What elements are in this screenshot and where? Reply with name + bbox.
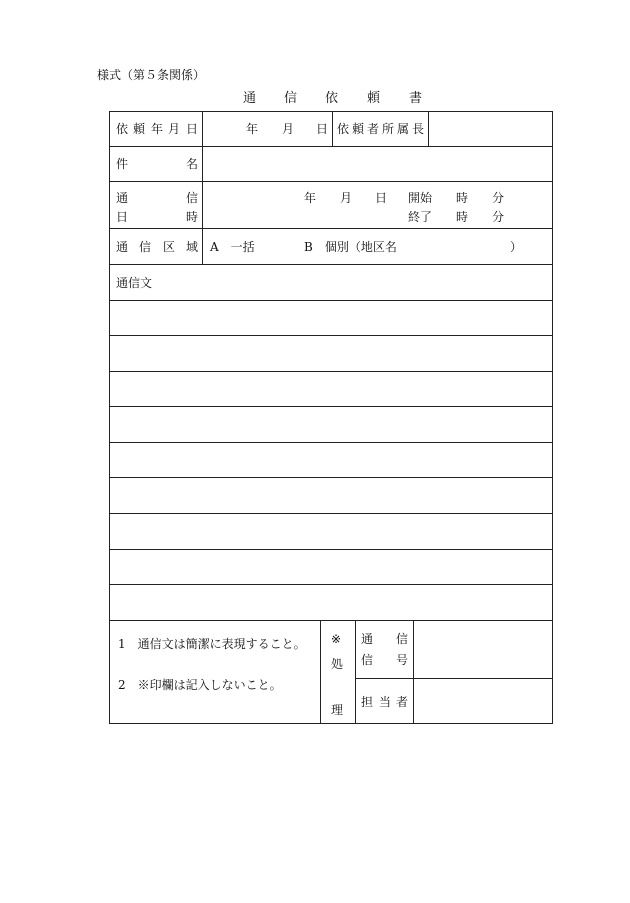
area-label-char: 区 — [163, 240, 176, 254]
row-divider — [110, 549, 552, 550]
requester-label-char: 者 — [367, 122, 380, 136]
end-hour-unit: 時 — [456, 210, 469, 224]
comm-datetime-label-char: 通 — [116, 191, 129, 205]
subject-label-char: 件 — [116, 157, 129, 171]
request-date-day-unit: 日 — [316, 122, 329, 136]
comm-number-label-char: 号 — [396, 653, 409, 667]
cell-divider — [332, 112, 333, 146]
cell-divider — [428, 112, 429, 146]
title-char: 頼 — [367, 91, 381, 106]
note-item: 1 通信文は簡潔に表現すること。 — [118, 637, 306, 651]
requester-label-char: 属 — [397, 122, 410, 136]
title-char: 通 — [243, 91, 257, 106]
processing-column-divider — [413, 620, 414, 723]
comm-date-month-unit: 月 — [340, 191, 353, 205]
row-divider — [110, 335, 552, 336]
requester-label-char: 頼 — [352, 122, 365, 136]
area-option-individual: B 個別（地区名 — [304, 240, 397, 254]
message-label: 通信文 — [116, 276, 153, 290]
request-date-year-unit: 年 — [246, 122, 259, 136]
row-divider — [110, 620, 552, 621]
row-divider — [110, 406, 552, 407]
row-divider — [110, 371, 552, 372]
row-divider — [110, 300, 552, 301]
start-minute-unit: 分 — [492, 191, 505, 205]
subject-label-char: 名 — [186, 157, 199, 171]
comm-number-label-char: 信 — [396, 632, 409, 646]
person-in-charge-label-char: 当 — [379, 695, 392, 709]
row-divider — [110, 584, 552, 585]
end-minute-unit: 分 — [492, 210, 505, 224]
area-label-char: 通 — [116, 240, 129, 254]
processing-label-char: 理 — [331, 703, 344, 717]
comm-number-label-char: 信 — [361, 653, 374, 667]
comm-datetime-label-char: 時 — [186, 210, 199, 224]
comm-number-label-char: 通 — [361, 632, 374, 646]
title-char: 書 — [409, 91, 423, 106]
start-time-label: 開始 — [408, 191, 433, 205]
row-divider — [110, 228, 552, 229]
request-date-month-unit: 月 — [282, 122, 295, 136]
processing-column-divider — [320, 620, 321, 723]
area-close-paren: ） — [510, 240, 523, 254]
comm-date-day-unit: 日 — [375, 191, 388, 205]
form-style-label: 様式（第５条関係） — [97, 68, 206, 82]
request-date-label-char: 月 — [168, 122, 181, 136]
area-option-bulk: A 一括 — [210, 240, 255, 254]
person-in-charge-label-char: 担 — [361, 695, 374, 709]
row-divider — [110, 146, 552, 147]
requester-label-char: 長 — [412, 122, 425, 136]
requester-label-char: 所 — [382, 122, 395, 136]
requester-label-char: 依 — [337, 122, 350, 136]
row-divider — [110, 264, 552, 265]
person-in-charge-label-char: 者 — [396, 695, 409, 709]
comm-datetime-label-char: 信 — [186, 191, 199, 205]
processing-label-char: 処 — [331, 657, 344, 671]
comm-date-year-unit: 年 — [304, 191, 317, 205]
title-char: 信 — [284, 91, 298, 106]
label-column-divider — [202, 112, 203, 264]
row-divider — [110, 513, 552, 514]
area-label-char: 信 — [139, 240, 152, 254]
request-date-label-char: 頼 — [133, 122, 146, 136]
row-divider — [110, 442, 552, 443]
request-date-label-char: 依 — [116, 122, 129, 136]
processing-mark: ※ — [331, 632, 342, 646]
end-time-label: 終了 — [408, 210, 433, 224]
processing-divider — [355, 678, 552, 679]
note-item: 2 ※印欄は記入しないこと。 — [118, 678, 282, 692]
area-label-char: 域 — [186, 240, 199, 254]
request-date-label-char: 日 — [186, 122, 199, 136]
start-hour-unit: 時 — [456, 191, 469, 205]
row-divider — [110, 181, 552, 182]
row-divider — [110, 477, 552, 478]
request-form-table — [109, 111, 553, 724]
request-date-label-char: 年 — [151, 122, 164, 136]
comm-datetime-label-char: 日 — [116, 210, 129, 224]
processing-column-divider — [355, 620, 356, 723]
title-char: 依 — [325, 91, 339, 106]
